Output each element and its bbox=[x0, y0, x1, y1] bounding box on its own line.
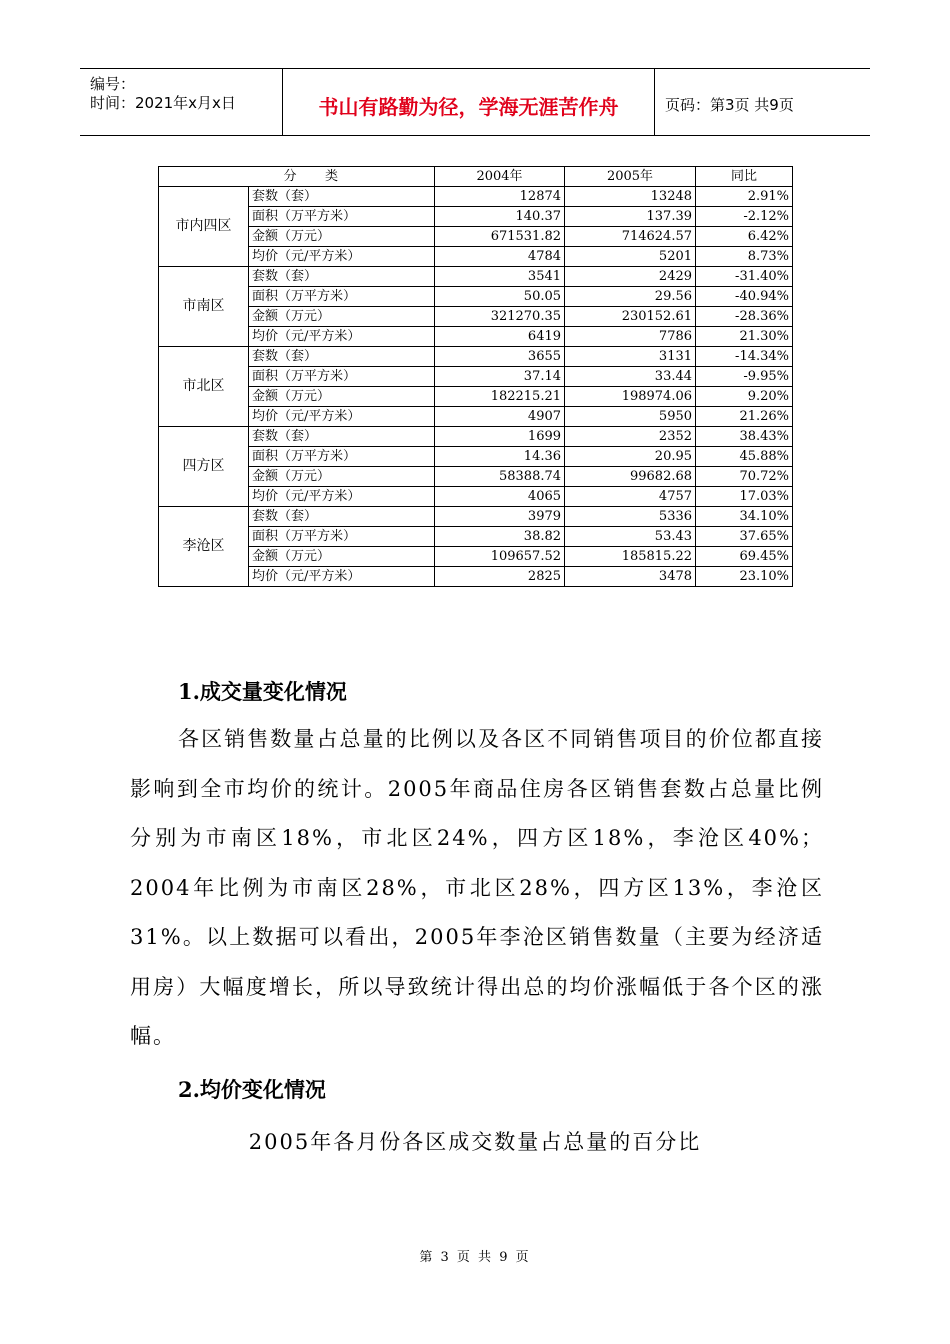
value-2005: 2352 bbox=[565, 427, 696, 447]
value-2005: 230152.61 bbox=[565, 307, 696, 327]
header-meta-cell bbox=[80, 69, 283, 135]
table-row bbox=[159, 507, 793, 527]
header-motto-cell bbox=[283, 69, 655, 135]
table-row bbox=[159, 387, 793, 407]
value-yoy: 9.20% bbox=[696, 387, 793, 407]
table-row bbox=[159, 267, 793, 287]
table-row bbox=[159, 447, 793, 467]
header-category bbox=[159, 167, 435, 187]
value-2004: 140.37 bbox=[435, 207, 565, 227]
metric-label: 均价（元/平方米） bbox=[249, 247, 435, 267]
value-2005: 3478 bbox=[565, 567, 696, 587]
value-yoy: 21.30% bbox=[696, 327, 793, 347]
table-row bbox=[159, 467, 793, 487]
value-2004: 3541 bbox=[435, 267, 565, 287]
value-yoy: -40.94% bbox=[696, 287, 793, 307]
metric-label: 面积（万平方米） bbox=[249, 527, 435, 547]
metric-label: 套数（套） bbox=[249, 507, 435, 527]
value-yoy: 38.43% bbox=[696, 427, 793, 447]
page-header bbox=[80, 68, 870, 136]
value-2004: 37.14 bbox=[435, 367, 565, 387]
metric-label: 均价（元/平方米） bbox=[249, 487, 435, 507]
metric-label: 面积（万平方米） bbox=[249, 367, 435, 387]
value-2004: 50.05 bbox=[435, 287, 565, 307]
value-2004: 6419 bbox=[435, 327, 565, 347]
header-category-a: 分 bbox=[283, 169, 297, 184]
table-row bbox=[159, 487, 793, 507]
district-name: 市北区 bbox=[159, 347, 249, 427]
metric-label: 金额（万元） bbox=[249, 467, 435, 487]
metric-label: 金额（万元） bbox=[249, 307, 435, 327]
district-name: 四方区 bbox=[159, 427, 249, 507]
section-heading-volume: 1.成交量变化情况 bbox=[178, 679, 347, 704]
value-2005: 4757 bbox=[565, 487, 696, 507]
value-yoy: 34.10% bbox=[696, 507, 793, 527]
value-2005: 137.39 bbox=[565, 207, 696, 227]
value-yoy: 8.73% bbox=[696, 247, 793, 267]
document-number-label: 编号： bbox=[90, 75, 136, 93]
table-row bbox=[159, 347, 793, 367]
chart-caption: 2005年各月份各区成交数量占总量的百分比 bbox=[248, 1130, 702, 1154]
metric-label: 均价（元/平方米） bbox=[249, 407, 435, 427]
value-yoy: -14.34% bbox=[696, 347, 793, 367]
value-2004: 3655 bbox=[435, 347, 565, 367]
section-heading-price: 2.均价变化情况 bbox=[178, 1077, 326, 1102]
value-yoy: 2.91% bbox=[696, 187, 793, 207]
value-2005: 7786 bbox=[565, 327, 696, 347]
value-2004: 671531.82 bbox=[435, 227, 565, 247]
district-name: 市南区 bbox=[159, 267, 249, 347]
table-row bbox=[159, 527, 793, 547]
metric-label: 金额（万元） bbox=[249, 387, 435, 407]
table-row bbox=[159, 207, 793, 227]
value-2005: 198974.06 bbox=[565, 387, 696, 407]
metric-label: 均价（元/平方米） bbox=[249, 327, 435, 347]
value-2005: 13248 bbox=[565, 187, 696, 207]
table-row bbox=[159, 327, 793, 347]
value-2004: 38.82 bbox=[435, 527, 565, 547]
value-yoy: -31.40% bbox=[696, 267, 793, 287]
value-2004: 4065 bbox=[435, 487, 565, 507]
value-2005: 5950 bbox=[565, 407, 696, 427]
header-2005: 2005年 bbox=[565, 167, 696, 187]
value-yoy: 70.72% bbox=[696, 467, 793, 487]
value-yoy: -9.95% bbox=[696, 367, 793, 387]
metric-label: 金额（万元） bbox=[249, 547, 435, 567]
header-page-label: 页码：第3页 共9页 bbox=[665, 96, 794, 114]
page-footer: 第 3 页 共 9 页 bbox=[419, 1250, 531, 1265]
metric-label: 套数（套） bbox=[249, 267, 435, 287]
header-category-b: 类 bbox=[325, 169, 339, 184]
value-2005: 99682.68 bbox=[565, 467, 696, 487]
table-row bbox=[159, 407, 793, 427]
value-2005: 5201 bbox=[565, 247, 696, 267]
header-2004: 2004年 bbox=[435, 167, 565, 187]
value-2004: 14.36 bbox=[435, 447, 565, 467]
metric-label: 套数（套） bbox=[249, 187, 435, 207]
table-row bbox=[159, 567, 793, 587]
value-yoy: 37.65% bbox=[696, 527, 793, 547]
value-2004: 58388.74 bbox=[435, 467, 565, 487]
value-2005: 3131 bbox=[565, 347, 696, 367]
value-2004: 4907 bbox=[435, 407, 565, 427]
value-yoy: 6.42% bbox=[696, 227, 793, 247]
table-row bbox=[159, 547, 793, 567]
value-yoy: 21.26% bbox=[696, 407, 793, 427]
district-name: 李沧区 bbox=[159, 507, 249, 587]
metric-label: 金额（万元） bbox=[249, 227, 435, 247]
header-page-cell bbox=[655, 69, 870, 135]
header-motto: 书山有路勤为径，学海无涯苦作舟 bbox=[318, 95, 619, 119]
table-row bbox=[159, 367, 793, 387]
metric-label: 面积（万平方米） bbox=[249, 447, 435, 467]
value-2004: 182215.21 bbox=[435, 387, 565, 407]
value-yoy: 45.88% bbox=[696, 447, 793, 467]
metric-label: 套数（套） bbox=[249, 347, 435, 367]
metric-label: 面积（万平方米） bbox=[249, 287, 435, 307]
value-yoy: 69.45% bbox=[696, 547, 793, 567]
table-row bbox=[159, 187, 793, 207]
value-yoy: 17.03% bbox=[696, 487, 793, 507]
value-2004: 12874 bbox=[435, 187, 565, 207]
metric-label: 均价（元/平方米） bbox=[249, 567, 435, 587]
value-2005: 185815.22 bbox=[565, 547, 696, 567]
table-header-row bbox=[159, 167, 793, 187]
value-2004: 1699 bbox=[435, 427, 565, 447]
value-2005: 53.43 bbox=[565, 527, 696, 547]
table-row bbox=[159, 427, 793, 447]
value-yoy: -28.36% bbox=[696, 307, 793, 327]
value-2005: 29.56 bbox=[565, 287, 696, 307]
table-row bbox=[159, 307, 793, 327]
value-2005: 20.95 bbox=[565, 447, 696, 467]
metric-label: 套数（套） bbox=[249, 427, 435, 447]
table-row bbox=[159, 227, 793, 247]
value-2004: 321270.35 bbox=[435, 307, 565, 327]
table-row bbox=[159, 287, 793, 307]
metric-label: 面积（万平方米） bbox=[249, 207, 435, 227]
value-yoy: 23.10% bbox=[696, 567, 793, 587]
value-2004: 109657.52 bbox=[435, 547, 565, 567]
value-2005: 33.44 bbox=[565, 367, 696, 387]
sales-comparison-table bbox=[158, 166, 793, 587]
value-2004: 2825 bbox=[435, 567, 565, 587]
header-yoy: 同比 bbox=[696, 167, 793, 187]
value-2005: 2429 bbox=[565, 267, 696, 287]
value-2005: 714624.57 bbox=[565, 227, 696, 247]
value-2004: 4784 bbox=[435, 247, 565, 267]
section-paragraph-volume: 各区销售数量占总量的比例以及各区不同销售项目的价位都直接影响到全市均价的统计。2005年商品住房各区销售套数占总量比例分别为市南区18%，市北区24%，四方区18%，李沧区40%；2004年比例为市南区28%，市北区28%，四方区13%，李沧区31%。以上数据可以看出，2005年李沧区销售数量（主要为经济适用房）大幅度增长，所以导致统计得出总的均价涨幅低于各个区的涨幅。 bbox=[130, 727, 824, 1048]
value-2005: 5336 bbox=[565, 507, 696, 527]
table-row bbox=[159, 247, 793, 267]
value-yoy: -2.12% bbox=[696, 207, 793, 227]
district-name: 市内四区 bbox=[159, 187, 249, 267]
value-2004: 3979 bbox=[435, 507, 565, 527]
document-time-label: 时间：2021年x月x日 bbox=[90, 94, 236, 112]
